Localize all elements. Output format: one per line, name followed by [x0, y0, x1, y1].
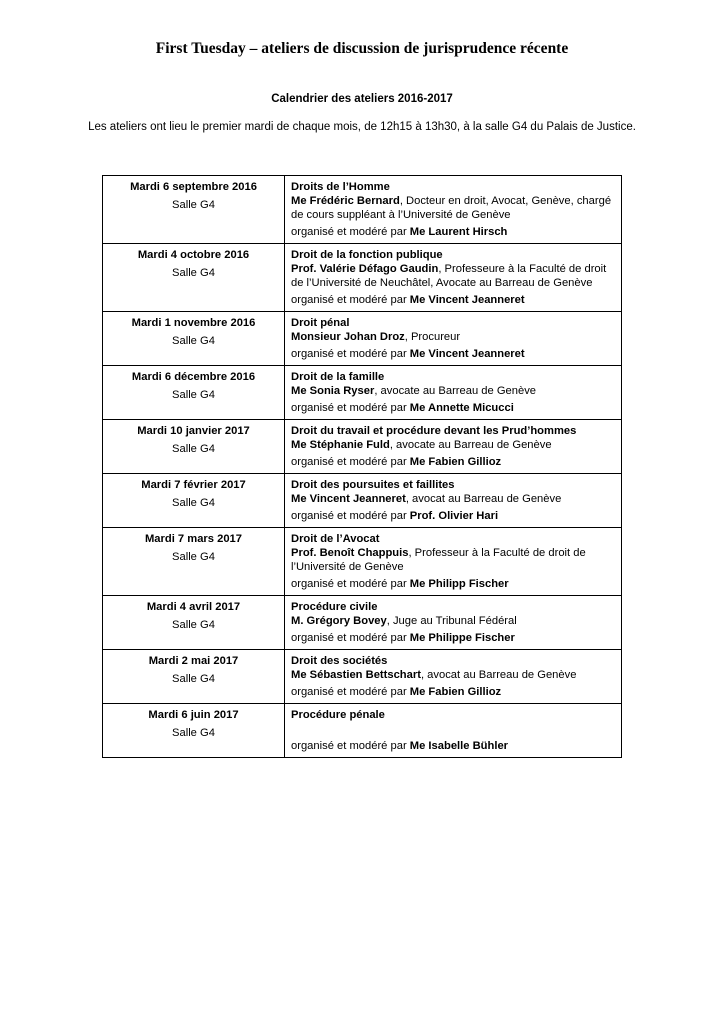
intro-paragraph: Les ateliers ont lieu le premier mardi de chaque mois, de 12h15 à 13h30, à la salle G4 du Palais de Justice.: [88, 121, 636, 133]
session-date: Mardi 6 juin 2017: [148, 709, 239, 721]
session-date: Mardi 4 avril 2017: [146, 601, 241, 613]
session-moderator: [291, 293, 615, 307]
session-date-cell: [103, 474, 285, 528]
speaker-name: Prof. Valérie Défago Gaudin: [291, 263, 439, 275]
session-topic-cell: [285, 312, 622, 366]
session-topic-cell: [285, 474, 622, 528]
speaker-placeholder: [291, 722, 615, 736]
session-date-cell: [103, 244, 285, 312]
page-title: First Tuesday – ateliers de discussion de jurisprudence récente: [155, 40, 569, 57]
session-topic: Droits de l’Homme: [291, 181, 390, 193]
session-topic: Procédure civile: [291, 601, 378, 613]
speaker-role: , avocate au Barreau de Genève: [374, 385, 537, 397]
session-topic: Droit des poursuites et faillites: [291, 479, 455, 491]
sessions-table-body: [103, 176, 622, 758]
session-date-cell: [103, 650, 285, 704]
speaker-name: Me Vincent Jeanneret: [291, 493, 406, 505]
session-row: [103, 474, 622, 528]
session-row: [103, 650, 622, 704]
moderator-prefix: organisé et modéré par: [291, 348, 410, 360]
speaker-name: Me Sébastien Bettschart: [291, 669, 421, 681]
sessions-table: [102, 175, 622, 758]
session-date: Mardi 6 septembre 2016: [130, 181, 257, 193]
moderator-prefix: organisé et modéré par: [291, 510, 410, 522]
session-date-cell: [103, 312, 285, 366]
session-room: Salle G4: [172, 497, 215, 509]
session-room: Salle G4: [172, 335, 215, 347]
session-moderator: [291, 631, 615, 645]
moderator-name: Me Philipp Fischer: [409, 578, 509, 590]
session-topic-cell: [285, 244, 622, 312]
session-date: Mardi 1 novembre 2016: [131, 317, 256, 329]
session-speaker: [291, 546, 615, 574]
session-speaker: [291, 194, 615, 222]
session-date: Mardi 2 mai 2017: [148, 655, 239, 667]
speaker-name: Me Stéphanie Fuld: [291, 439, 390, 451]
speaker-role: , avocate au Barreau de Genève: [389, 439, 552, 451]
session-topic-cell: [285, 420, 622, 474]
session-date-cell: [103, 176, 285, 244]
moderator-prefix: organisé et modéré par: [291, 632, 410, 644]
moderator-prefix: organisé et modéré par: [291, 294, 410, 306]
calendar-subtitle: Calendrier des ateliers 2016-2017: [271, 93, 453, 105]
session-topic: Droit pénal: [291, 317, 350, 329]
session-speaker: [291, 492, 615, 506]
session-moderator: [291, 347, 615, 361]
speaker-role: , Docteur en droit, Avocat, Genève, chargé de cours suppléant à l’Université de Genève: [291, 195, 612, 221]
speaker-name: Me Sonia Ryser: [291, 385, 375, 397]
speaker-role: , Juge au Tribunal Fédéral: [386, 615, 517, 627]
speaker-name: Prof. Benoît Chappuis: [291, 547, 409, 559]
session-topic: Procédure pénale: [291, 709, 385, 721]
session-row: [103, 312, 622, 366]
session-row: [103, 528, 622, 596]
moderator-name: Me Fabien Gillioz: [409, 456, 502, 468]
session-moderator: [291, 739, 615, 753]
session-date-cell: [103, 596, 285, 650]
session-moderator: [291, 577, 615, 591]
session-speaker: [291, 614, 615, 628]
session-speaker: [291, 262, 615, 290]
session-room: Salle G4: [172, 673, 215, 685]
moderator-prefix: organisé et modéré par: [291, 740, 410, 752]
session-speaker: [291, 668, 615, 682]
speaker-role: , Procureur: [404, 331, 461, 343]
moderator-name: Me Laurent Hirsch: [409, 226, 508, 238]
moderator-name: Me Fabien Gillioz: [409, 686, 502, 698]
speaker-name: Me Frédéric Bernard: [291, 195, 400, 207]
speaker-name: Monsieur Johan Droz: [291, 331, 405, 343]
speaker-role: , Professeur à la Faculté de droit de l’Université de Genève: [291, 547, 586, 573]
session-date-cell: [103, 366, 285, 420]
session-topic-cell: [285, 528, 622, 596]
speaker-role: , avocat au Barreau de Genève: [420, 669, 577, 681]
session-moderator: [291, 225, 615, 239]
session-date: Mardi 4 octobre 2016: [137, 249, 250, 261]
session-date-cell: [103, 528, 285, 596]
session-topic-cell: [285, 366, 622, 420]
session-speaker: [291, 438, 615, 452]
session-topic: Droit de la famille: [291, 371, 385, 383]
session-topic: Droit du travail et procédure devant les Prud’hommes: [291, 425, 577, 437]
session-moderator: [291, 455, 615, 469]
session-room: Salle G4: [172, 267, 215, 279]
session-topic: Droit de l’Avocat: [291, 533, 380, 545]
session-topic-cell: [285, 176, 622, 244]
session-row: [103, 366, 622, 420]
session-date: Mardi 6 décembre 2016: [131, 371, 256, 383]
session-row: [103, 704, 622, 758]
session-room: Salle G4: [172, 443, 215, 455]
speaker-name: M. Grégory Bovey: [291, 615, 387, 627]
moderator-prefix: organisé et modéré par: [291, 402, 410, 414]
session-moderator: [291, 685, 615, 699]
moderator-prefix: organisé et modéré par: [291, 226, 410, 238]
moderator-name: Me Vincent Jeanneret: [409, 294, 525, 306]
session-room: Salle G4: [172, 199, 215, 211]
session-topic-cell: [285, 596, 622, 650]
session-row: [103, 596, 622, 650]
moderator-prefix: organisé et modéré par: [291, 686, 410, 698]
session-date: Mardi 7 février 2017: [141, 479, 246, 491]
session-topic: Droit des sociétés: [291, 655, 388, 667]
session-room: Salle G4: [172, 727, 215, 739]
session-moderator: [291, 509, 615, 523]
moderator-name: Me Annette Micucci: [409, 402, 514, 414]
session-room: Salle G4: [172, 389, 215, 401]
session-moderator: [291, 401, 615, 415]
session-speaker: [291, 384, 615, 398]
session-date-cell: [103, 420, 285, 474]
session-date: Mardi 10 janvier 2017: [137, 425, 250, 437]
session-topic-cell: [285, 704, 622, 758]
speaker-role: , avocat au Barreau de Genève: [405, 493, 562, 505]
moderator-name: Prof. Olivier Hari: [409, 510, 499, 522]
session-speaker: [291, 330, 615, 344]
moderator-name: Me Isabelle Bühler: [409, 740, 509, 752]
moderator-prefix: organisé et modéré par: [291, 456, 410, 468]
session-room: Salle G4: [172, 619, 215, 631]
session-row: [103, 176, 622, 244]
moderator-prefix: organisé et modéré par: [291, 578, 410, 590]
session-topic: Droit de la fonction publique: [291, 249, 443, 261]
session-row: [103, 244, 622, 312]
moderator-name: Me Philippe Fischer: [409, 632, 515, 644]
moderator-name: Me Vincent Jeanneret: [409, 348, 525, 360]
session-room: Salle G4: [172, 551, 215, 563]
speaker-role: , Professeure à la Faculté de droit de l’Université de Neuchâtel, Avocate au Barreau de Genève: [291, 263, 607, 289]
session-topic-cell: [285, 650, 622, 704]
session-date-cell: [103, 704, 285, 758]
session-date: Mardi 7 mars 2017: [144, 533, 243, 545]
session-row: [103, 420, 622, 474]
